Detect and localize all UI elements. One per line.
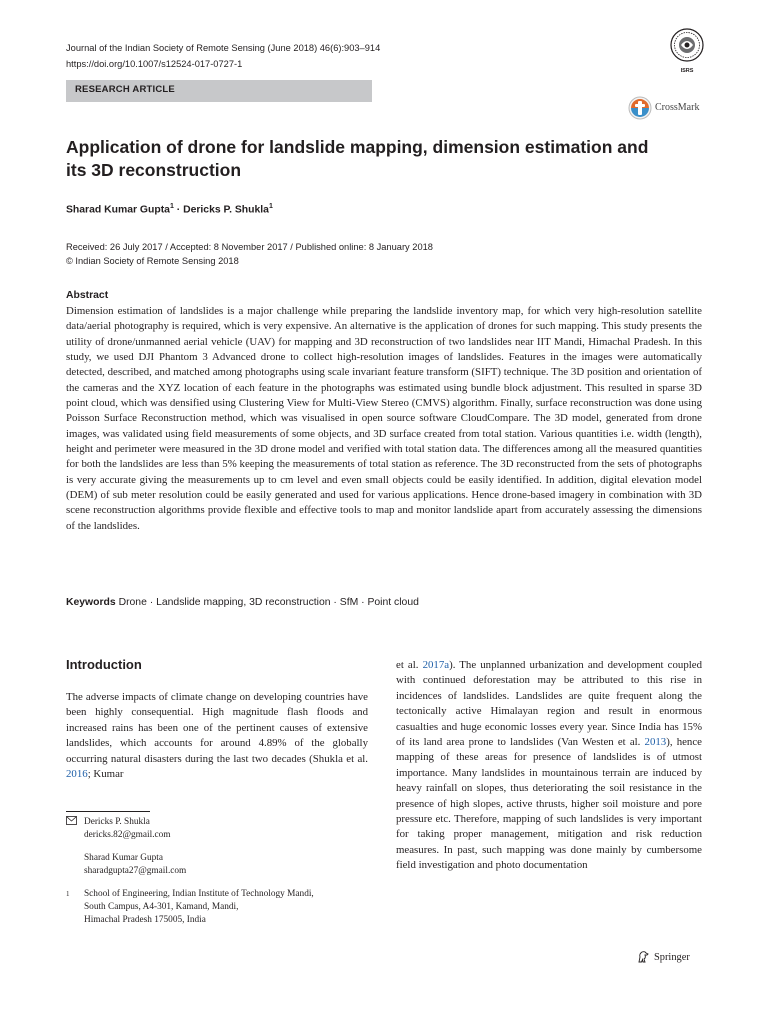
intro-text: ), hence mapping of these areas for presence of landslides is of utmost importance. Many landslides in mountainous terrain are induced by heavy rainfall on slopes, thus deteriorating the soil resistance in the presence of high slopes, active thrusts, higher soil moisture and pore pressure etc. Therefore, mapping of such landslides is very important for taking proper management, mitigation and risk reduction measures. In past, such mapping was done mainly by cumbersome field investigation and photo documentation [396, 736, 702, 872]
publisher-name: Springer [654, 951, 690, 963]
intro-text: et al. [396, 659, 423, 671]
doi-link[interactable]: https://doi.org/10.1007/s12524-017-0727-1 [66, 59, 243, 69]
affiliation-number: 1 [66, 889, 70, 898]
article-type-banner [66, 80, 372, 102]
article-title: Application of drone for landslide mapping, dimension estimation and its 3D reconstruction [66, 137, 649, 180]
keywords-label: Keywords [66, 597, 116, 608]
intro-column-right [396, 658, 702, 874]
affiliation-line: South Campus, A4-301, Kamand, Mandi, [84, 902, 239, 913]
copyright-notice: © Indian Society of Remote Sensing 2018 [66, 256, 239, 266]
author-name[interactable]: Sharad Kumar Gupta [66, 204, 170, 216]
corresponding-author-block [66, 816, 368, 879]
section-heading-introduction: Introduction [66, 657, 142, 672]
author-name[interactable]: Dericks P. Shukla [183, 204, 269, 216]
abstract-heading: Abstract [66, 290, 109, 301]
affiliation-line: School of Engineering, Indian Institute of Technology Mandi, [84, 888, 314, 899]
intro-column-left [66, 690, 368, 782]
isrs-seal-logo [668, 27, 706, 77]
affiliation-line: Himachal Pradesh 175005, India [84, 915, 206, 926]
intro-text: ; Kumar [87, 768, 124, 781]
intro-text: ). The unplanned urbanization and development coupled with continued deforestation may be attributed to this rise in incidences of landslides. Landslides are quite frequent along the tectonically active Himalayan region and result in enormous casualties and huge economic losses every year. Since India has 15% of its land area prone to landslides (Van Westen et al. [396, 659, 702, 749]
publication-dates: Received: 26 July 2017 / Accepted: 8 November 2017 / Published online: 8 January 2018 [66, 242, 433, 252]
footnote-divider [66, 811, 150, 812]
publisher-logo [636, 950, 690, 964]
abstract-body: Dimension estimation of landslides is a major challenge while preparing the landslide inventory map, for which very high-resolution satellite data/aerial photography is required, which is very expensive. An alternative is the application of drones for such mapping. This study presents the utility of drone/unmanned aerial vehicle (UAV) for mapping and 3D reconstruction of two landslides near IIT Mandi, Himachal Pradesh. In this study, we used DJI Phantom 3 Advanced drone to collect high-resolution images of landslides. Features in the images were automatically detected, described, and matched among photographs using scale invariant feature transform (SIFT) technique. The 3D position and orientation of the cameras and the XYZ location of each feature in the photographs was estimated using bundle block adjustment. This resulted in sparse 3D point cloud, which was densified using Clustering View for Multi-View Stereo (CMVS) algorithm. Finally, surface reconstruction was done using Poisson Surface Reconstruction method, which was visualised in open source software CloudCompare. The 3D model, generated from drone images, was validated using field measurements of some objects, and 3D surface created from total station. Various quantities i.e. width (length), height and perimeter were measured in the 3D drone model and verified with total station data. The differences among all the measured quantities for both the landslides are less than 5% keeping the measurements of total station as reference. The 3D reconstructed from the sets of photographs is very accurate giving the measurements up to cm level and even small objects could be easily identified. In addition, digital elevation model (DEM) of sub meter resolution could be easily generated and used for various applications. Hence drone-based imagery in combination with 3D scene reconstruction algorithms provide flexible and effective tools to map and monitor landslide apart from accurately assessing the dimensions of the landslides. [66, 305, 702, 532]
contact-name: Dericks P. Shukla [84, 817, 150, 827]
springer-horse-icon [636, 950, 650, 964]
crossmark-label: CrossMark [655, 102, 700, 113]
crossmark-badge[interactable] [628, 94, 706, 122]
affiliation-block [66, 888, 368, 928]
isrs-logo-text: ISRS [680, 68, 694, 74]
contact-email[interactable]: dericks.82@gmail.com [84, 830, 171, 841]
contact-name: Sharad Kumar Gupta [84, 852, 164, 863]
journal-citation: Journal of the Indian Society of Remote Sensing (June 2018) 46(6):903–914 [66, 43, 381, 53]
contact-email[interactable]: sharadgupta27@gmail.com [84, 866, 187, 877]
citation-link[interactable]: 2016 [66, 768, 88, 781]
footnotes [66, 816, 368, 928]
crossmark-icon [628, 96, 652, 120]
keywords-line [66, 597, 419, 608]
keywords-list: Drone · Landslide mapping, 3D reconstruction · SfM · Point cloud [118, 597, 419, 608]
author-list [66, 203, 273, 215]
article-type-label: RESEARCH ARTICLE [75, 84, 175, 95]
intro-text: The adverse impacts of climate change on developing countries have been highly consequential. High magnitude flash floods and increased rains has been one of the pertinent causes of extensive landslides, which accounts for around 4.89% of the globally occurring natural disasters during the last two decades (Shukla et al. [66, 691, 368, 765]
citation-link[interactable]: 2013 [644, 736, 667, 749]
author-separator: · [173, 204, 184, 216]
citation-link[interactable]: 2017a [422, 659, 450, 671]
envelope-icon [66, 816, 77, 830]
affiliation-mark: 1 [268, 203, 273, 210]
affiliation-mark: 1 [169, 203, 174, 210]
